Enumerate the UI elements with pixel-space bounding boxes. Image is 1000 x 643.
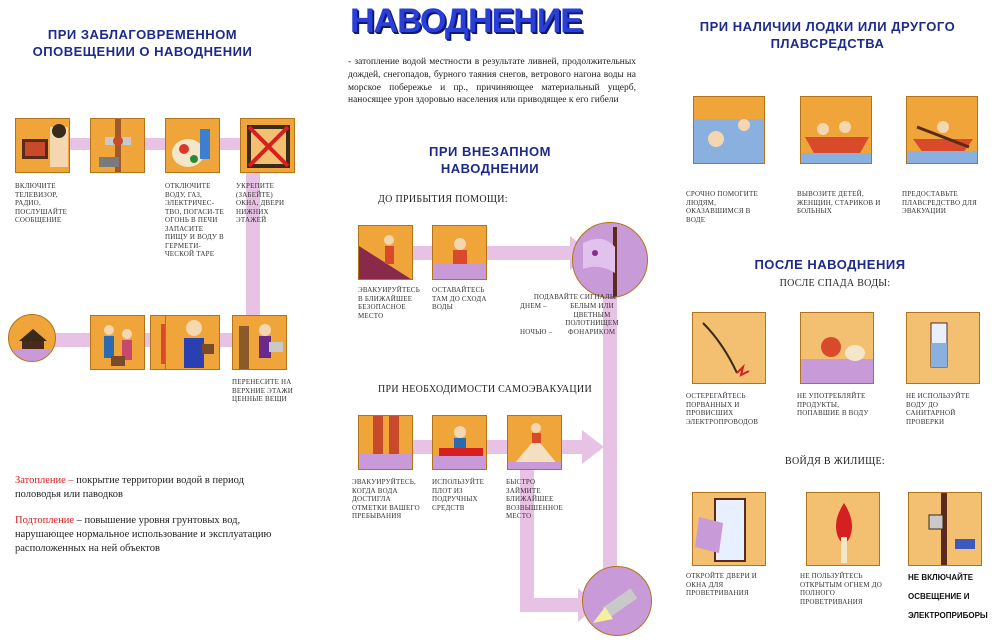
water-at-level-illustration [358,415,413,470]
definition-text: повышение уровня грунтовых вод, нарушающее нормальное использование и эксплуатацию расположенных на ней объектов [15,515,272,554]
subheading-before-help: ДО ПРИБЫТИЯ ПОМОЩИ: [378,194,508,205]
unchecked-water-illustration [906,312,980,384]
caption-signal-night-label [520,328,560,337]
contaminated-food-illustration [800,312,874,384]
shutoff-utilities-illustration [90,118,145,173]
caption-stay-there: ОСТАВАЙТЕСЬ ТАМ ДО СХОДА ВОДЫ [432,286,487,311]
broken-wires-illustration [692,312,766,384]
caption-no-electricity [908,572,998,621]
subheading-entering-home: ВОЙДЯ В ЖИЛИЩЕ: [785,456,885,467]
help-people-in-water-illustration [693,96,765,164]
caption-use-raft: ИСПОЛЬЗУЙТЕ ПЛОТ ИЗ ПОДРУЧНЫХ СРЕДСТВ [432,478,485,512]
term-dash: – [68,475,74,486]
flow-band [40,138,260,150]
caption-signal-line1: ПОДАВАЙТЕ СИГНАЛЫ [533,293,617,301]
caption-no-food: НЕ УПОТРЕБЛЯЙТЕ ПРОДУКТЫ, ПОПАВШИЕ В ВОДУ [797,392,869,417]
caption-high-ground: БЫСТРО ЗАЙМИТЕ БЛИЖАЙШЕЕ ВОЗВЫШЕННОЕ МЕСТО [506,478,563,520]
dash: – [548,328,553,336]
caption-line: НЕ ВКЛЮЧАЙТЕ [908,573,974,582]
flow-band [30,333,260,347]
provide-boat-illustration [906,96,978,164]
caption-shut-off-utilities: ОТКЛЮЧИТЕ ВОДУ, ГАЗ, ЭЛЕКТРИЧЕС-ТВО, ПОГАСИ-ТЕ ОГОНЬ В ПЕЧИ ЗАПАСИТЕ ПИЩУ И ВОДУ В ГЕРМЕТИ-ЧЕСКОЙ ТАРЕ [165,182,225,258]
caption-line: ОСВЕЩЕНИЕ И [908,592,970,601]
caption-no-fire: НЕ ПОЛЬЗУЙТЕСЬ ОТКРЫТЫМ ОГНЕМ ДО ПОЛНОГО ПРОВЕТРИВАНИЯ [800,572,882,606]
signal-flag-illustration [572,222,648,298]
page-title: НАВОДНЕНИЕ [350,2,582,40]
caption-provide-boat: ПРЕДОСТАВЬТЕ ПЛАВСРЕДСТВО ДЛЯ ЭВАКУАЦИИ [902,190,977,215]
flashlight-illustration [582,566,652,636]
person-illustration [165,315,220,370]
boarded-window-illustration [240,118,295,173]
evacuating-family-illustration [90,315,145,370]
caption-signal-night-text: ФОНАРИКОМ [568,328,616,336]
no-electricity-illustration [908,492,982,566]
term-dash: – [76,515,82,526]
caption-no-water: НЕ ИСПОЛЬЗУЙТЕ ВОДУ ДО САНИТАРНОЙ ПРОВЕРКИ [906,392,970,426]
arrow-right-icon [582,430,604,464]
caption-board-windows: УКРЕПИТЕ (ЗАБЕЙТЕ) ОКНА, ДВЕРИ НИЖНИХ ЭТАЖЕЙ [236,182,285,224]
food-water-supply-illustration [165,118,220,173]
caption-signal-day-text: БЕЛЫМ ИЛИ ЦВЕТНЫМ ПОЛОТНИЩЕМ [565,302,619,327]
caption-evacuate-when-water: ЭВАКУИРУЙТЕСЬ, КОГДА ВОДА ДОСТИГЛА ОТМЕТКИ ВАШЕГО ПРЕБЫВАНИЯ [352,478,420,520]
caption-turn-on-tv: ВКЛЮЧИТЕ ТЕЛЕВИЗОР, РАДИО, ПОСЛУШАЙТЕ СООБЩЕНИЕ [15,182,68,224]
night-label: НОЧЬЮ [520,328,547,336]
raft-illustration [432,415,487,470]
high-ground-illustration [507,415,562,470]
evacuate-by-boat-illustration [800,96,872,164]
definition-flooding [15,474,287,502]
heading-advance-warning: ПРИ ЗАБЛАГОВРЕМЕННОМ ОПОВЕЩЕНИИ О НАВОДНЕНИИ [32,27,253,59]
heading-sudden-flood: ПРИ ВНЕЗАПНОМ НАВОДНЕНИИ [429,144,551,176]
caption-line: ЭЛЕКТРОПРИБОРЫ [908,611,988,620]
definition-underflooding [15,514,287,556]
no-open-fire-illustration [806,492,880,566]
caption-signal-day-label [520,302,552,311]
move-valuables-upstairs-illustration [232,315,287,370]
tv-radio-illustration [15,118,70,173]
caption-beware-wires: ОСТЕРЕГАЙТЕСЬ ПОРВАННЫХ И ПРОВИСШИХ ЭЛЕКТРОПРОВОДОВ [686,392,759,426]
evacuate-to-safe-place-illustration [358,225,413,280]
caption-help-people: СРОЧНО ПОМОГИТЕ ЛЮДЯМ, ОКАЗАВШИМСЯ В ВОДЕ [686,190,758,224]
caption-open-doors: ОТКРОЙТЕ ДВЕРИ И ОКНА ДЛЯ ПРОВЕТРИВАНИЯ [686,572,758,597]
caption-evacuate-safe: ЭВАКУИРУЙТЕСЬ В БЛИЖАЙШЕЕ БЕЗОПАСНОЕ МЕСТО [358,286,421,320]
caption-move-valuables: ПЕРЕНЕСИТЕ НА ВЕРХНИЕ ЭТАЖИ ЦЕННЫЕ ВЕЩИ [232,378,294,403]
subheading-after-water-recedes: ПОСЛЕ СПАДА ВОДЫ: [779,278,891,289]
open-windows-illustration [692,492,766,566]
heading-with-boat: ПРИ НАЛИЧИИ ЛОДКИ ИЛИ ДРУГОГО ПЛАВСРЕДСТВА [699,19,956,51]
house-flood-illustration [8,314,56,362]
intro-definition: - затопление водой местности в результате ливней, продолжительных дождей, снегопадов, бурного таяния снегов, ветрового нагона воды на морское побережье и пр., причиняющее материальный ущерб, наносящее урон здоровью населения или приводящее к его гибели [348,57,636,106]
term-flooding: Затопление [15,475,66,486]
heading-after-flood: ПОСЛЕ НАВОДНЕНИЯ [754,257,906,272]
definition-text: покрытие территории водой в период половодья или паводков [15,475,244,500]
stay-until-water-recedes-illustration [432,225,487,280]
day-label: ДНЕМ [520,302,542,310]
subheading-self-evacuation: ПРИ НЕОБХОДИМОСТИ САМОЭВАКУАЦИИ [378,384,592,395]
caption-evacuate-vulnerable: ВЫВОЗИТЕ ДЕТЕЙ, ЖЕНЩИН, СТАРИКОВ И БОЛЬНЫХ [797,190,881,215]
term-underflooding: Подтопление [15,515,74,526]
dash: – [543,302,547,310]
